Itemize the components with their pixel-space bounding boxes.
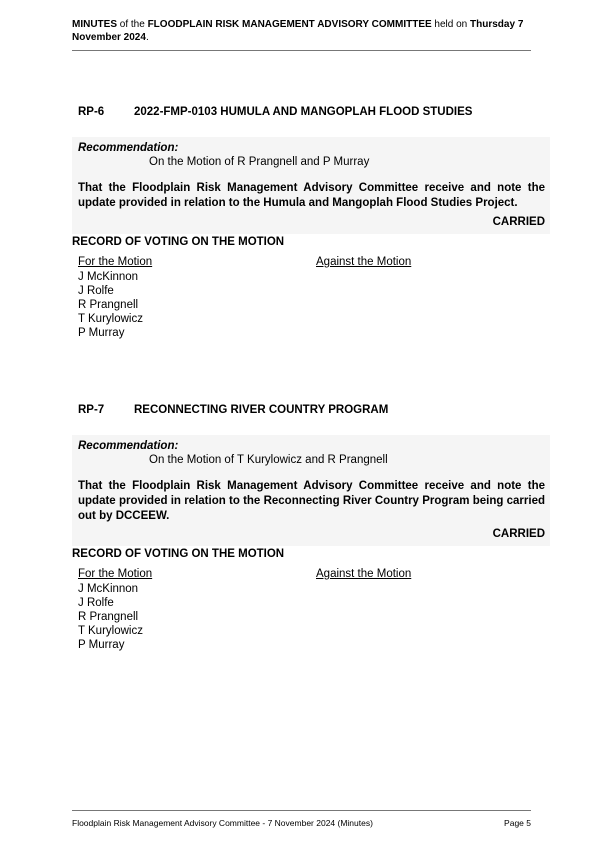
voter-name: T Kurylowicz [78, 313, 143, 325]
voter-name: J McKinnon [78, 271, 139, 283]
voter-name: T Kurylowicz [78, 625, 143, 637]
header-date: Thursday 7 November 2024 [72, 19, 524, 43]
item-heading [78, 106, 472, 118]
header-period: . [145, 32, 149, 43]
recommendation-label: Recommendation: [78, 440, 179, 452]
header-of-the: of the [117, 19, 148, 30]
page-header [72, 18, 532, 44]
footer-divider [72, 810, 531, 811]
motion-text: On the Motion of T Kurylowicz and R Prangnell [149, 454, 388, 466]
header-held-on: held on [431, 19, 471, 30]
voter-name: R Prangnell [78, 611, 139, 623]
recommendation-block [72, 435, 550, 546]
voter-name: R Prangnell [78, 299, 139, 311]
header-minutes: MINUTES [72, 19, 117, 30]
carried-label: CARRIED [492, 216, 545, 228]
carried-label: CARRIED [492, 528, 545, 540]
voter-name: P Murray [78, 327, 125, 339]
for-motion-heading: For the Motion [78, 256, 153, 268]
for-motion-heading: For the Motion [78, 568, 153, 580]
voter-name: J Rolfe [78, 285, 114, 297]
voting-record-title: RECORD OF VOTING ON THE MOTION [72, 236, 285, 248]
recommendation-block [72, 137, 550, 234]
voter-name: P Murray [78, 639, 125, 651]
voter-name: J McKinnon [78, 583, 139, 595]
against-motion-heading: Against the Motion [316, 568, 412, 580]
page-footer [72, 818, 531, 828]
resolution-text: That the Floodplain Risk Management Advisory Committee receive and note the update provided in relation to the Humula and Mangoplah Flood Studies Project. [78, 182, 545, 209]
item-code: RP-6 [78, 106, 105, 118]
item-code: RP-7 [78, 404, 105, 416]
for-voters-list [78, 270, 143, 340]
item-heading [78, 404, 388, 416]
against-motion-heading: Against the Motion [316, 256, 412, 268]
page-number: Page 5 [504, 818, 531, 828]
item-title: RECONNECTING RIVER COUNTRY PROGRAM [134, 404, 389, 416]
voter-name: J Rolfe [78, 597, 114, 609]
recommendation-label: Recommendation: [78, 142, 179, 154]
footer-title: Floodplain Risk Management Advisory Committee - 7 November 2024 (Minutes) [72, 818, 373, 828]
header-committee: FLOODPLAIN RISK MANAGEMENT ADVISORY COMMITTEE [147, 19, 432, 30]
resolution-text: That the Floodplain Risk Management Advisory Committee receive and note the update provided in relation to the Reconnecting River Country Program being carried out by DCCEEW. [78, 480, 545, 522]
voting-record-title: RECORD OF VOTING ON THE MOTION [72, 548, 285, 560]
motion-text: On the Motion of R Prangnell and P Murray [149, 156, 370, 168]
item-title: 2022-FMP-0103 HUMULA AND MANGOPLAH FLOOD STUDIES [134, 106, 473, 118]
header-divider [72, 50, 531, 51]
for-voters-list [78, 582, 143, 652]
